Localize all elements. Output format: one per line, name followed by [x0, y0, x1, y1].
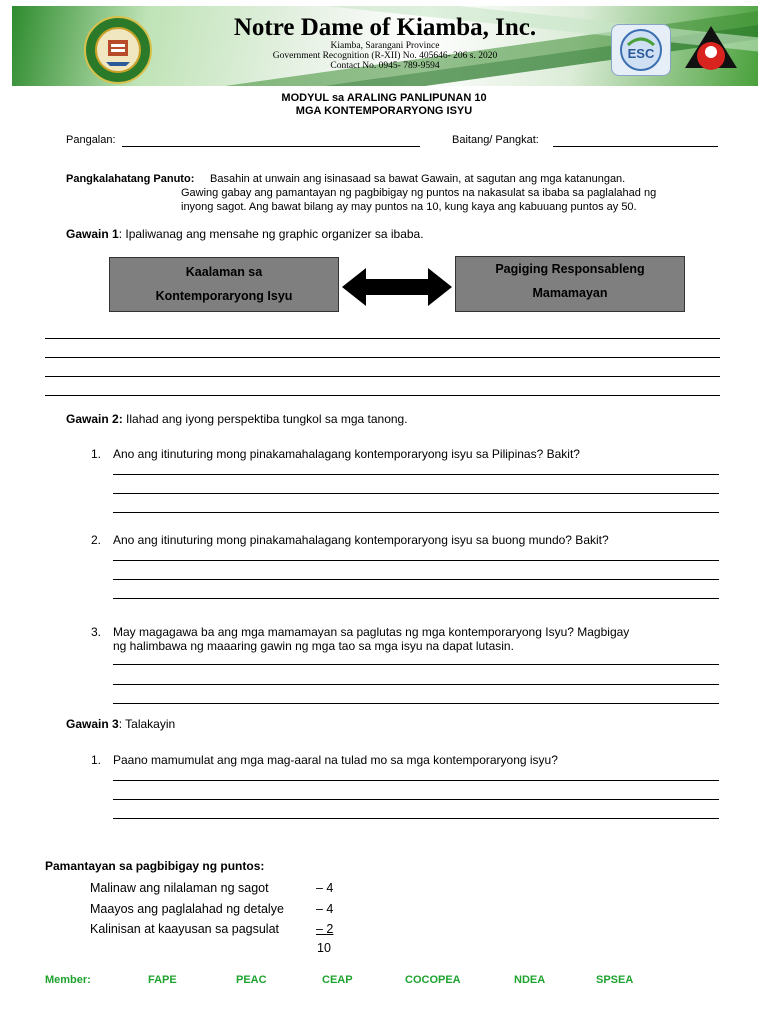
member-label: Member: — [45, 974, 91, 986]
answer-line[interactable] — [113, 799, 719, 800]
instructions-line-2: Gawing gabay ang pamantayan ng pagbibigay ng puntos na nakasulat sa ibaba sa paglalahad ng — [181, 187, 657, 199]
name-field-line[interactable] — [122, 146, 420, 147]
answer-line[interactable] — [113, 703, 719, 704]
gawain-2-question-3-line-1: May magagawa ba ang mga mamamayan sa paglutas ng mga kontemporaryong Isyu? Magbigay — [113, 625, 630, 639]
rubric-item-points: – 2 — [316, 922, 334, 936]
module-title: MODYUL sa ARALING PANLIPUNAN 10 — [281, 92, 487, 104]
instructions-line-3: inyong sagot. Ang bawat bilang ay may puntos na 10, kung kaya ang kabuuang puntos ay 50. — [181, 201, 637, 213]
answer-line[interactable] — [45, 395, 720, 396]
double-arrow-icon — [340, 266, 454, 308]
member-fape: FAPE — [148, 974, 177, 986]
answer-line[interactable] — [113, 598, 719, 599]
answer-line[interactable] — [45, 376, 720, 377]
answer-line[interactable] — [45, 338, 720, 339]
grade-section-field-line[interactable] — [553, 146, 718, 147]
name-label: Pangalan: — [66, 134, 116, 146]
rubric-title: Pamantayan sa pagbibigay ng puntos: — [45, 859, 265, 873]
gawain-1-heading: Gawain 1: Ipaliwanag ang mensahe ng graphic organizer sa ibaba. — [66, 227, 424, 241]
rubric-item-points: – 4 — [316, 881, 334, 895]
answer-line[interactable] — [113, 684, 719, 685]
right-box-line-1: Pagiging Responsableng — [495, 262, 645, 276]
gawain-2-heading: Gawain 2: Ilahad ang iyong perspektiba tungkol sa mga tanong. — [66, 412, 408, 426]
esc-logo — [611, 24, 671, 76]
rubric-item-points: – 4 — [316, 902, 334, 916]
gawain-2-question-1: Ano ang itinuturing mong pinakamahalagang kontemporaryong isyu sa Pilipinas? Bakit? — [113, 447, 580, 461]
instructions-label: Pangkalahatang Panuto: — [66, 173, 195, 185]
question-number: 2. — [91, 533, 102, 547]
government-recognition: Government Recognition (R-XII) No. 405646- 206 s. 2020 — [272, 51, 498, 61]
question-number: 1. — [91, 753, 102, 767]
graphic-organizer-left-box — [109, 257, 339, 312]
instructions-line-1: Basahin at unwain ang isinasaad sa bawat Gawain, at sagutan ang mga katanungan. — [210, 173, 626, 185]
rubric-total: 10 — [317, 941, 331, 955]
answer-line[interactable] — [113, 780, 719, 781]
esc-logo-text: ESC — [627, 46, 655, 61]
answer-line[interactable] — [113, 474, 719, 475]
grade-section-label: Baitang/ Pangkat: — [452, 134, 539, 146]
school-address: Kiamba, Sarangani Province — [330, 41, 440, 51]
member-peac: PEAC — [236, 974, 267, 986]
school-seal-logo — [84, 16, 152, 84]
graphic-organizer-right-box — [455, 256, 685, 312]
gawain-2-question-2: Ano ang itinuturing mong pinakamahalagang kontemporaryong isyu sa buong mundo? Bakit? — [113, 533, 609, 547]
answer-line[interactable] — [113, 493, 719, 494]
rubric-item-label: Kalinisan at kaayusan sa pagsulat — [90, 922, 280, 936]
gawain-3-question-1: Paano mamumulat ang mga mag-aaral na tulad mo sa mga kontemporaryong isyu? — [113, 753, 558, 767]
gawain-2-question-3-line-2: ng halimbawa ng maaaring gawin ng mga tao sa mga isyu na dapat lutasin. — [113, 639, 514, 653]
member-ndea: NDEA — [514, 974, 546, 986]
answer-line[interactable] — [45, 357, 720, 358]
answer-line[interactable] — [113, 664, 719, 665]
left-box-line-2: Kontemporaryong Isyu — [155, 289, 293, 303]
right-box-line-2: Mamamayan — [532, 286, 608, 300]
answer-line[interactable] — [113, 579, 719, 580]
module-subtitle: MGA KONTEMPORARYONG ISYU — [295, 105, 473, 117]
question-number: 1. — [91, 447, 102, 461]
association-emblem-logo — [683, 24, 739, 74]
answer-line[interactable] — [113, 512, 719, 513]
school-name: Notre Dame of Kiamba, Inc. — [233, 14, 537, 41]
member-spsea: SPSEA — [596, 974, 634, 986]
question-number: 3. — [91, 625, 102, 639]
gawain-3-heading: Gawain 3: Talakayin — [66, 717, 176, 731]
contact-number: Contact No. 0945- 789-9594 — [330, 61, 440, 71]
answer-line[interactable] — [113, 818, 719, 819]
left-box-line-1: Kaalaman sa — [185, 265, 263, 279]
rubric-item-label: Maayos ang paglalahad ng detalye — [90, 902, 284, 916]
member-ceap: CEAP — [322, 974, 353, 986]
answer-line[interactable] — [113, 560, 719, 561]
member-cocopea: COCOPEA — [405, 974, 461, 986]
rubric-item-label: Malinaw ang nilalaman ng sagot — [90, 881, 269, 895]
